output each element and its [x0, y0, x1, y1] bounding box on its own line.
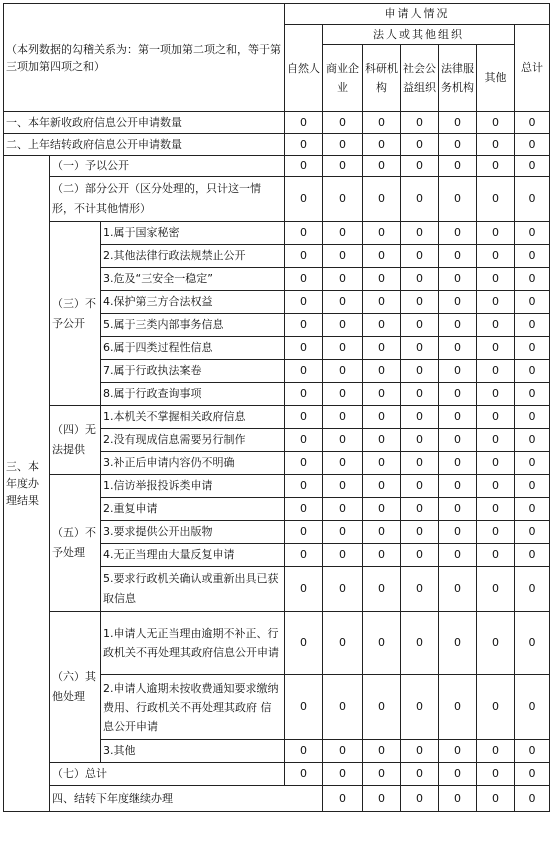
row-label: 1.属于国家秘密 — [101, 222, 285, 245]
cell-value: 0 — [439, 360, 477, 383]
cell-value: 0 — [439, 291, 477, 314]
cell-value: 0 — [363, 268, 401, 291]
cell-value: 0 — [363, 763, 401, 786]
cell-value: 0 — [477, 452, 515, 475]
cell-value: 0 — [515, 268, 550, 291]
row-label: （二）部分公开（区分处理的，只计这一情形，不计其他情形） — [50, 177, 285, 222]
cell-value: 0 — [439, 675, 477, 740]
cell-value: 0 — [515, 314, 550, 337]
row-label: 2.申请人逾期未按收费通知要求缴纳费用、行政机关不再处理其政府 信息公开申请 — [101, 675, 285, 740]
cell-value: 0 — [401, 383, 439, 406]
cell-value: 0 — [515, 337, 550, 360]
cell-value: 0 — [401, 544, 439, 567]
cell-value: 0 — [439, 156, 477, 177]
cell-value: 0 — [439, 429, 477, 452]
cell-value: 0 — [285, 544, 323, 567]
cell-value: 0 — [285, 452, 323, 475]
cell-value: 0 — [363, 383, 401, 406]
cell-value: 0 — [477, 763, 515, 786]
cell-value: 0 — [439, 544, 477, 567]
legal-org-header: 法人或其他组织 — [323, 25, 515, 45]
cell-value: 0 — [401, 675, 439, 740]
cell-value: 0 — [515, 291, 550, 314]
cell-value: 0 — [515, 521, 550, 544]
cell-value: 0 — [323, 786, 363, 812]
cell-value: 0 — [323, 452, 363, 475]
cell-value: 0 — [477, 406, 515, 429]
cell-value: 0 — [401, 177, 439, 222]
cell-value: 0 — [401, 245, 439, 268]
cell-value: 0 — [363, 360, 401, 383]
table-row — [4, 222, 550, 245]
cell-value: 0 — [285, 360, 323, 383]
cell-value: 0 — [323, 314, 363, 337]
cell-value: 0 — [363, 177, 401, 222]
cell-value: 0 — [285, 567, 323, 612]
applicant-situation-header: 申请人情况 — [285, 4, 550, 25]
cell-value: 0 — [439, 452, 477, 475]
cell-value: 0 — [363, 567, 401, 612]
cell-value: 0 — [439, 134, 477, 156]
cell-value: 0 — [439, 763, 477, 786]
cell-value: 0 — [439, 475, 477, 498]
row-label: 3.补正后申请内容仍不明确 — [101, 452, 285, 475]
cell-value: 0 — [285, 740, 323, 763]
cell-value: 0 — [323, 521, 363, 544]
cell-value: 0 — [439, 268, 477, 291]
row-label: 二、上年结转政府信息公开申请数量 — [4, 134, 285, 156]
cell-value: 0 — [515, 612, 550, 675]
cell-value: 0 — [477, 134, 515, 156]
table-row — [4, 406, 550, 429]
cell-value: 0 — [285, 134, 323, 156]
cell-value: 0 — [363, 452, 401, 475]
row-label: 1.申请人无正当理由逾期不补正、行政机关不再处理其政府信息公开申请 — [101, 612, 285, 675]
row-label: 8.属于行政查询事项 — [101, 383, 285, 406]
cell-value: 0 — [515, 245, 550, 268]
cell-value: 0 — [515, 134, 550, 156]
cell-value: 0 — [401, 222, 439, 245]
cell-value: 0 — [363, 245, 401, 268]
cell-value: 0 — [401, 156, 439, 177]
cell-value: 0 — [323, 156, 363, 177]
cell-value: 0 — [363, 612, 401, 675]
cell-value: 0 — [323, 337, 363, 360]
cell-value: 0 — [477, 521, 515, 544]
cell-value: 0 — [285, 112, 323, 134]
cell-value: 0 — [285, 763, 323, 786]
cell-value: 0 — [477, 156, 515, 177]
cell-value: 0 — [477, 544, 515, 567]
cell-value: 0 — [515, 360, 550, 383]
cell-value: 0 — [323, 112, 363, 134]
row-label: 四、结转下年度继续办理 — [50, 786, 323, 812]
col-legal-service: 法律服务机构 — [439, 45, 477, 112]
cell-value: 0 — [515, 156, 550, 177]
cell-value: 0 — [323, 177, 363, 222]
cell-value: 0 — [401, 786, 439, 812]
cell-value: 0 — [285, 612, 323, 675]
cell-value: 0 — [515, 475, 550, 498]
cell-value: 0 — [285, 268, 323, 291]
row-label: 2.没有现成信息需要另行制作 — [101, 429, 285, 452]
cell-value: 0 — [363, 675, 401, 740]
cell-value: 0 — [477, 612, 515, 675]
cell-value: 0 — [363, 112, 401, 134]
cell-value: 0 — [285, 406, 323, 429]
cell-value: 0 — [363, 291, 401, 314]
cell-value: 0 — [401, 567, 439, 612]
cell-value: 0 — [439, 177, 477, 222]
cell-value: 0 — [285, 675, 323, 740]
cell-value: 0 — [477, 337, 515, 360]
col-public-welfare: 社会公益组织 — [401, 45, 439, 112]
info-disclosure-table — [3, 3, 550, 812]
cell-value: 0 — [439, 406, 477, 429]
cell-value: 0 — [401, 763, 439, 786]
table-row — [4, 112, 550, 134]
cell-value: 0 — [323, 383, 363, 406]
cell-value: 0 — [401, 360, 439, 383]
cell-value: 0 — [439, 498, 477, 521]
cell-value: 0 — [439, 383, 477, 406]
cell-value: 0 — [401, 134, 439, 156]
cell-value: 0 — [401, 612, 439, 675]
row-label: 3.其他 — [101, 740, 285, 763]
cell-value: 0 — [323, 763, 363, 786]
col-research: 科研机构 — [363, 45, 401, 112]
cell-value: 0 — [401, 740, 439, 763]
cell-value: 0 — [323, 544, 363, 567]
cell-value: 0 — [363, 337, 401, 360]
col-business: 商业企业 — [323, 45, 363, 112]
cell-value: 0 — [401, 337, 439, 360]
cell-value: 0 — [477, 567, 515, 612]
table-row — [4, 786, 550, 812]
cell-value: 0 — [477, 112, 515, 134]
note-cell: （本列数据的勾稽关系为：第一项加第二项之和，等于第三项加第四项之和） — [4, 4, 285, 112]
row-label: 5.要求行政机关确认或重新出具已获取信息 — [101, 567, 285, 612]
cell-value: 0 — [439, 112, 477, 134]
cell-value: 0 — [363, 134, 401, 156]
row-label: 1.本机关不掌握相关政府信息 — [101, 406, 285, 429]
table-row — [4, 763, 550, 786]
cell-value: 0 — [323, 498, 363, 521]
cell-value: 0 — [285, 177, 323, 222]
cell-value: 0 — [477, 360, 515, 383]
cell-value: 0 — [285, 521, 323, 544]
cell-value: 0 — [323, 360, 363, 383]
cell-value: 0 — [401, 406, 439, 429]
cell-value: 0 — [477, 177, 515, 222]
cell-value: 0 — [285, 314, 323, 337]
row-label: 4.无正当理由大量反复申请 — [101, 544, 285, 567]
cell-value: 0 — [363, 544, 401, 567]
group-label: （四）无法提供 — [50, 406, 101, 475]
col-natural-person: 自然人 — [285, 25, 323, 112]
row-label: 1.信访举报投诉类申请 — [101, 475, 285, 498]
cell-value: 0 — [477, 429, 515, 452]
group-label: （五）不予处理 — [50, 475, 101, 612]
cell-value: 0 — [515, 498, 550, 521]
cell-value: 0 — [515, 786, 550, 812]
cell-value: 0 — [401, 291, 439, 314]
cell-value: 0 — [323, 612, 363, 675]
cell-value: 0 — [515, 763, 550, 786]
row-label: 3.要求提供公开出版物 — [101, 521, 285, 544]
cell-value: 0 — [515, 567, 550, 612]
col-total: 总计 — [515, 25, 550, 112]
cell-value: 0 — [363, 156, 401, 177]
cell-value: 0 — [363, 498, 401, 521]
cell-value: 0 — [285, 498, 323, 521]
table-row — [4, 177, 550, 222]
cell-value: 0 — [515, 383, 550, 406]
cell-value: 0 — [515, 452, 550, 475]
cell-value: 0 — [285, 245, 323, 268]
cell-value: 0 — [515, 406, 550, 429]
cell-value: 0 — [477, 675, 515, 740]
cell-value: 0 — [401, 521, 439, 544]
row-label: 3.危及“三安全一稳定” — [101, 268, 285, 291]
cell-value: 0 — [401, 429, 439, 452]
cell-value: 0 — [323, 291, 363, 314]
cell-value: 0 — [515, 429, 550, 452]
cell-value: 0 — [363, 475, 401, 498]
cell-value: 0 — [323, 475, 363, 498]
cell-value: 0 — [439, 314, 477, 337]
cell-value: 0 — [363, 314, 401, 337]
cell-value: 0 — [323, 740, 363, 763]
cell-value: 0 — [285, 475, 323, 498]
table-row — [4, 156, 550, 177]
row-label: 6.属于四类过程性信息 — [101, 337, 285, 360]
cell-value: 0 — [477, 740, 515, 763]
table-row — [4, 475, 550, 498]
cell-value: 0 — [401, 498, 439, 521]
cell-value: 0 — [285, 291, 323, 314]
row-label: 5.属于三类内部事务信息 — [101, 314, 285, 337]
cell-value: 0 — [477, 245, 515, 268]
cell-value: 0 — [477, 498, 515, 521]
row-label: 4.保护第三方合法权益 — [101, 291, 285, 314]
cell-value: 0 — [363, 222, 401, 245]
cell-value: 0 — [515, 740, 550, 763]
cell-value: 0 — [401, 314, 439, 337]
cell-value: 0 — [401, 112, 439, 134]
cell-value: 0 — [515, 544, 550, 567]
cell-value: 0 — [477, 314, 515, 337]
cell-value: 0 — [439, 521, 477, 544]
cell-value: 0 — [363, 740, 401, 763]
cell-value: 0 — [401, 268, 439, 291]
cell-value: 0 — [363, 429, 401, 452]
cell-value: 0 — [323, 245, 363, 268]
cell-value: 0 — [477, 383, 515, 406]
cell-value: 0 — [515, 222, 550, 245]
section3-label: 三、本年度办理结果 — [4, 156, 50, 812]
cell-value: 0 — [323, 268, 363, 291]
cell-value: 0 — [323, 429, 363, 452]
cell-value: 0 — [401, 452, 439, 475]
cell-value: 0 — [477, 268, 515, 291]
cell-value: 0 — [477, 291, 515, 314]
cell-value: 0 — [363, 406, 401, 429]
cell-value: 0 — [323, 222, 363, 245]
cell-value: 0 — [401, 475, 439, 498]
cell-value: 0 — [285, 429, 323, 452]
table-row — [4, 612, 550, 675]
cell-value: 0 — [363, 786, 401, 812]
cell-value: 0 — [439, 612, 477, 675]
cell-value: 0 — [285, 383, 323, 406]
cell-value: 0 — [477, 475, 515, 498]
cell-value: 0 — [363, 521, 401, 544]
cell-value: 0 — [323, 406, 363, 429]
cell-value: 0 — [285, 222, 323, 245]
col-other: 其他 — [477, 45, 515, 112]
row-label: 7.属于行政执法案卷 — [101, 360, 285, 383]
cell-value: 0 — [439, 740, 477, 763]
cell-value: 0 — [439, 245, 477, 268]
cell-value: 0 — [323, 567, 363, 612]
cell-value: 0 — [515, 112, 550, 134]
cell-value: 0 — [439, 337, 477, 360]
row-label: （一）予以公开 — [50, 156, 285, 177]
row-label: （七）总计 — [50, 763, 285, 786]
row-label: 2.重复申请 — [101, 498, 285, 521]
cell-value: 0 — [323, 675, 363, 740]
cell-value: 0 — [515, 177, 550, 222]
cell-value: 0 — [515, 675, 550, 740]
row-label: 一、本年新收政府信息公开申请数量 — [4, 112, 285, 134]
cell-value: 0 — [439, 222, 477, 245]
group-label: （六）其他处理 — [50, 612, 101, 763]
group-label: （三）不予公开 — [50, 222, 101, 406]
cell-value: 0 — [439, 786, 477, 812]
cell-value: 0 — [323, 134, 363, 156]
cell-value: 0 — [477, 786, 515, 812]
cell-value: 0 — [285, 156, 323, 177]
cell-value: 0 — [477, 222, 515, 245]
cell-value: 0 — [285, 337, 323, 360]
table-row — [4, 134, 550, 156]
row-label: 2.其他法律行政法规禁止公开 — [101, 245, 285, 268]
cell-value: 0 — [439, 567, 477, 612]
